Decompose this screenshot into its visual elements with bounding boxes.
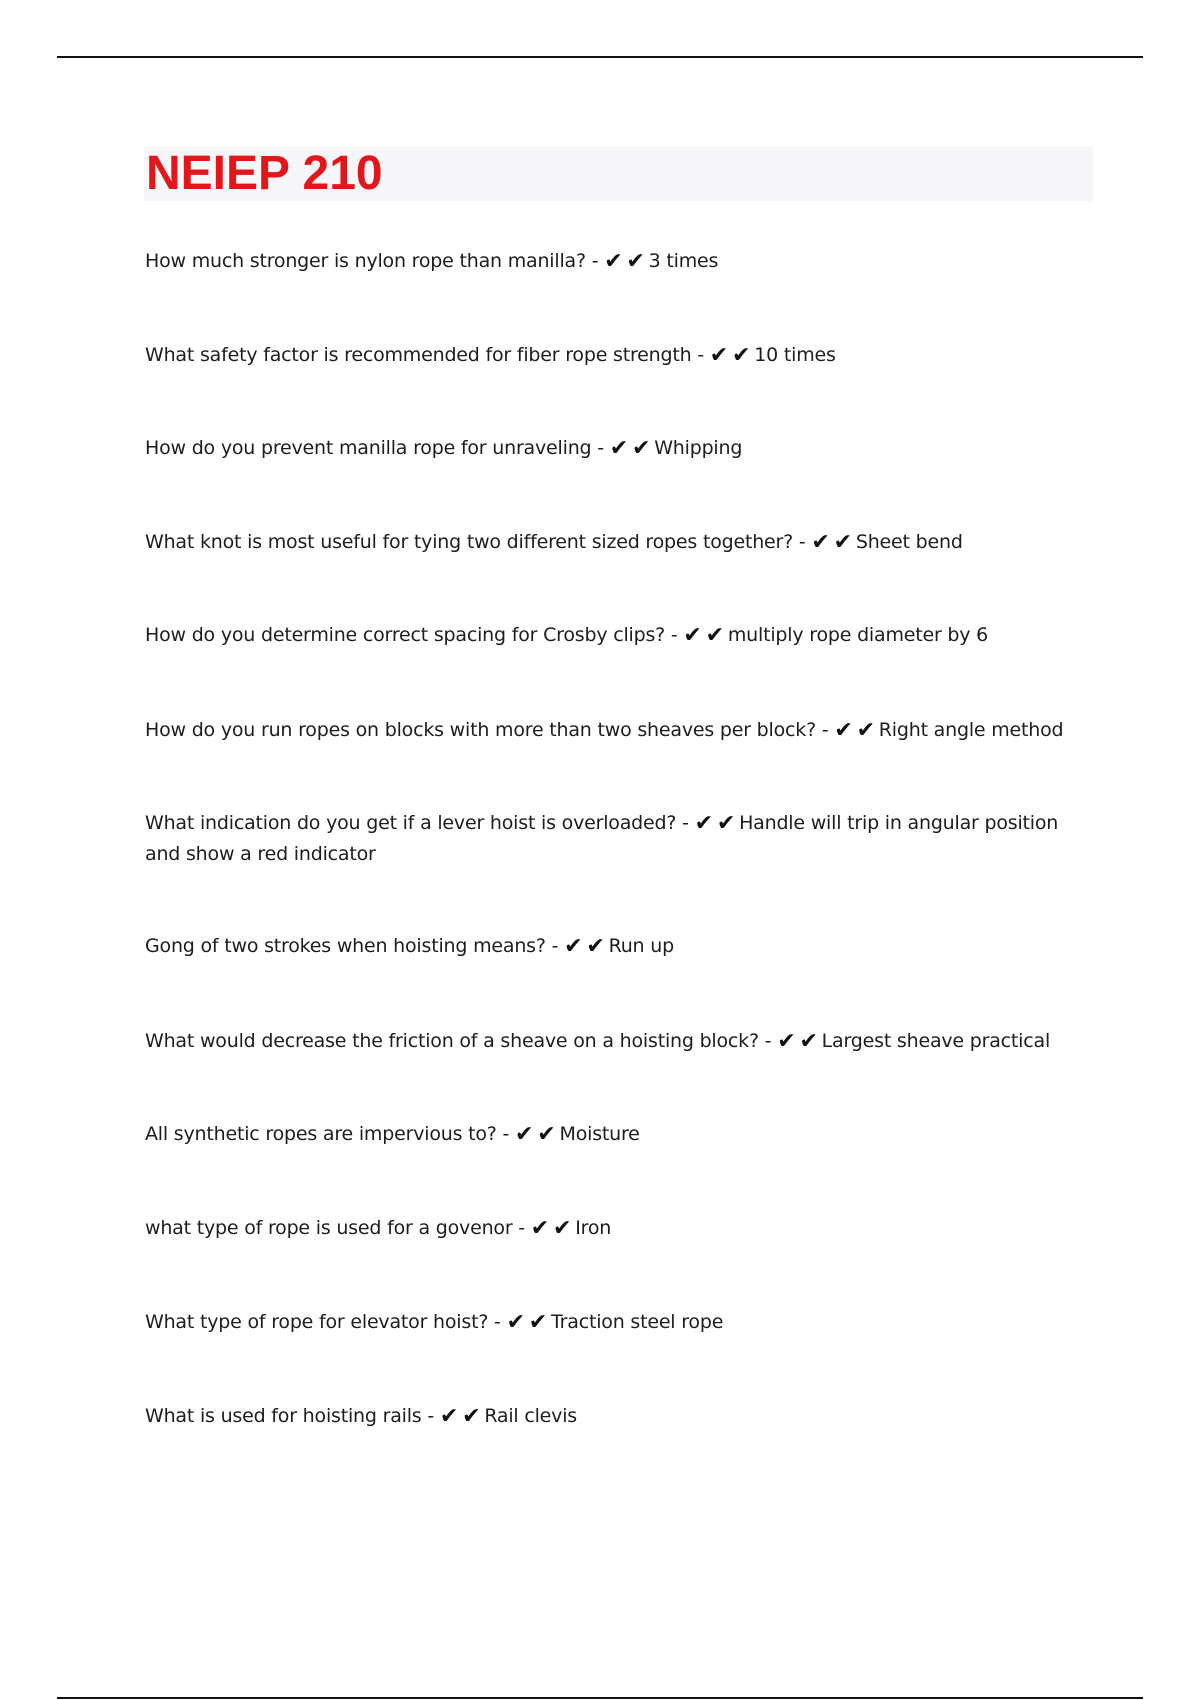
check-icon: ✔ xyxy=(705,623,724,648)
check-icon: ✔ xyxy=(732,343,751,368)
check-icon: ✔ xyxy=(439,1404,459,1429)
question-text: what type of rope is used for a govenor - xyxy=(145,1217,531,1239)
qa-item xyxy=(145,715,1095,746)
question-text: What knot is most useful for tying two different sized ropes together? - xyxy=(145,531,812,553)
question-text: What type of rope for elevator hoist? - xyxy=(145,1311,507,1333)
qa-item xyxy=(145,1119,1095,1150)
question-text: All synthetic ropes are impervious to? - xyxy=(145,1123,516,1145)
check-icon: ✔ xyxy=(553,1216,572,1241)
qa-item xyxy=(145,527,1095,558)
qa-item xyxy=(145,931,1095,962)
answer-text: Iron xyxy=(575,1217,612,1239)
answer-text: 10 times xyxy=(754,344,836,366)
check-icon: ✔ xyxy=(604,249,623,274)
question-text: How do you run ropes on blocks with more than two sheaves per block? - xyxy=(145,719,835,741)
check-icon: ✔ xyxy=(777,1029,796,1054)
check-icon: ✔ xyxy=(626,249,645,274)
check-icon: ✔ xyxy=(528,1310,548,1335)
qa-item xyxy=(145,1401,1095,1432)
question-text: How do you prevent manilla rope for unraveling - xyxy=(145,437,610,459)
qa-item xyxy=(145,808,1095,869)
question-text: What indication do you get if a lever hoist is overloaded? - xyxy=(145,812,695,834)
answer-text: Moisture xyxy=(559,1123,640,1145)
check-icon: ✔ xyxy=(833,530,852,555)
check-icon: ✔ xyxy=(564,934,583,959)
check-icon: ✔ xyxy=(609,436,628,461)
qa-item xyxy=(145,1307,1095,1338)
answer-text: Traction steel rope xyxy=(551,1311,724,1333)
check-icon: ✔ xyxy=(462,1404,481,1429)
header-rule xyxy=(57,56,1143,58)
qa-item xyxy=(145,433,1095,464)
answer-text: 3 times xyxy=(648,250,719,272)
qa-item xyxy=(145,1026,1095,1057)
check-icon: ✔ xyxy=(694,811,713,836)
qa-item xyxy=(145,1213,1095,1244)
answer-text: Largest sheave practical xyxy=(821,1030,1051,1052)
footer-rule xyxy=(57,1697,1143,1699)
qa-item xyxy=(145,340,1095,371)
question-text: What would decrease the friction of a sheave on a hoisting block? - xyxy=(145,1030,778,1052)
answer-text: Whipping xyxy=(654,437,743,459)
question-text: How much stronger is nylon rope than manilla? - xyxy=(145,250,605,272)
answer-text: Sheet bend xyxy=(855,531,963,553)
check-icon: ✔ xyxy=(799,1029,818,1054)
check-icon: ✔ xyxy=(515,1122,534,1147)
answer-text: Rail clevis xyxy=(484,1405,577,1427)
check-icon: ✔ xyxy=(506,1310,525,1335)
answer-text: Right angle method xyxy=(878,719,1064,741)
check-icon: ✔ xyxy=(530,1216,550,1241)
check-icon: ✔ xyxy=(631,436,651,461)
answer-text: Run up xyxy=(608,935,674,957)
answer-text: Handle will trip in angular position and show a red indicator xyxy=(145,812,1059,865)
check-icon: ✔ xyxy=(716,811,736,836)
check-icon: ✔ xyxy=(811,530,830,555)
check-icon: ✔ xyxy=(856,718,875,743)
question-text: How do you determine correct spacing for Crosby clips? - xyxy=(145,624,684,646)
qa-item xyxy=(145,620,1095,651)
qa-item xyxy=(145,246,1095,277)
question-text: Gong of two strokes when hoisting means? - xyxy=(145,935,565,957)
check-icon: ✔ xyxy=(834,718,853,743)
check-icon: ✔ xyxy=(537,1122,556,1147)
question-text: What is used for hoisting rails - xyxy=(145,1405,440,1427)
check-icon: ✔ xyxy=(586,934,605,959)
question-text: What safety factor is recommended for fiber rope strength - xyxy=(145,344,710,366)
document-title: NEIEP 210 xyxy=(146,147,383,200)
check-icon: ✔ xyxy=(709,343,729,368)
check-icon: ✔ xyxy=(683,623,702,648)
answer-text: multiply rope diameter by 6 xyxy=(727,624,989,646)
